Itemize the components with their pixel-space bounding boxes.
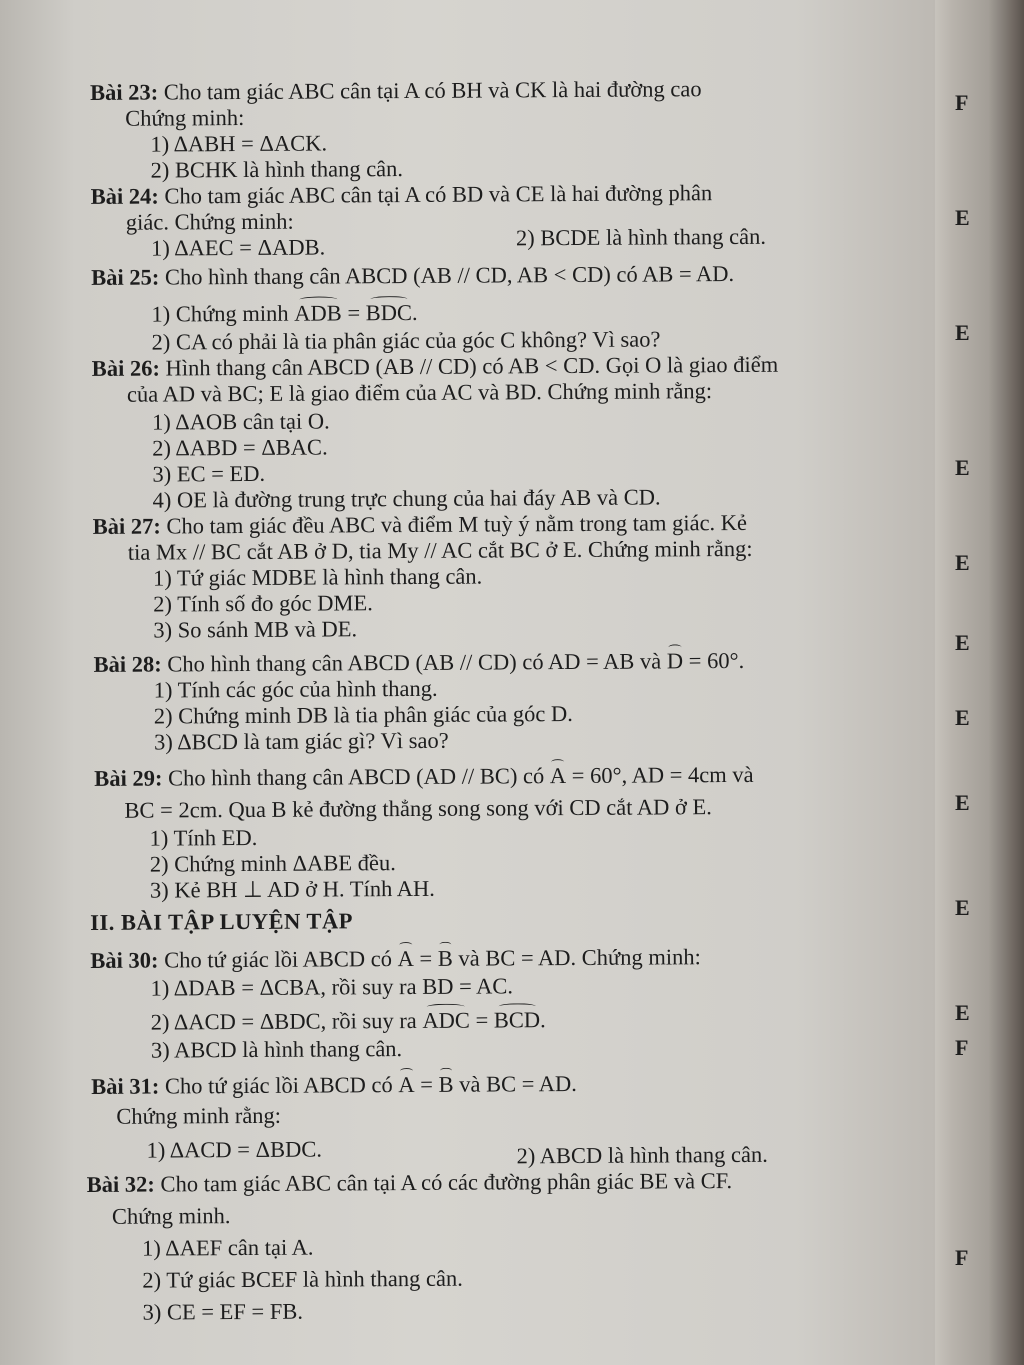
- problem-24-item-2: 2) BCDE là hình thang cân.: [515, 223, 766, 251]
- problem-30-item-3: 3) ABCD là hình thang cân.: [150, 1036, 403, 1063]
- equals-sign: =: [341, 300, 366, 326]
- problem-text: Hình thang cân ABCD (AB // CD) có AB < CD. Gọi O là giao điểm: [159, 351, 779, 381]
- edge-letter: E: [955, 550, 970, 575]
- angle-bcd: BCD: [493, 1007, 541, 1033]
- edge-letter: F: [955, 1035, 969, 1060]
- problem-text: = 60°, AD = 4cm và: [566, 761, 754, 789]
- problem-31-statement: [91, 1071, 577, 1100]
- problem-32-item-3: 3) CE = EF = FB.: [142, 1298, 304, 1325]
- problem-27-statement: [93, 510, 747, 540]
- problem-32-item-1: 1) ΔAEF cân tại A.: [142, 1234, 314, 1261]
- problem-text: và BC = AD.: [453, 1070, 577, 1097]
- problem-29-continuation: BC = 2cm. Qua B kẻ đường thẳng song song với CD cắt AD ở E.: [124, 794, 712, 823]
- problem-label: Bài 26:: [91, 355, 160, 381]
- page-content: [80, 75, 920, 1325]
- angle-a: A: [549, 763, 567, 789]
- problem-31-item-2: 2) ABCD là hình thang cân.: [516, 1141, 768, 1169]
- problem-23-item-2: 2) BCHK là hình thang cân.: [150, 156, 404, 183]
- angle-bdc: BDC: [365, 299, 413, 326]
- problem-25-item-1: [151, 300, 417, 328]
- problem-text: Cho hình thang cân ABCD (AD // BC) có: [162, 763, 550, 791]
- problem-31-item-1: 1) ΔACD = ΔBDC.: [146, 1136, 323, 1163]
- problem-text: Cho tam giác ABC cân tại A có BD và CE là hai đường phân: [158, 180, 713, 209]
- angle-adc: ADC: [422, 1007, 470, 1033]
- section-heading: II. BÀI TẬP LUYỆN TẬP: [90, 908, 354, 935]
- problem-29-item-3: 3) Kẻ BH ⊥ AD ở H. Tính AH.: [149, 875, 435, 903]
- angle-a: A: [397, 945, 414, 972]
- problem-label: Bài 24:: [90, 183, 159, 209]
- problem-text: Cho tứ giác lồi ABCD có: [159, 1072, 399, 1099]
- problem-29-statement: [94, 762, 754, 792]
- problem-23-statement: [90, 76, 702, 106]
- problem-24-statement: [91, 180, 713, 210]
- problem-label: Bài 32:: [86, 1171, 155, 1197]
- edge-letter: E: [955, 895, 970, 920]
- problem-23-item-1: 1) ΔABH = ΔACK.: [150, 130, 328, 157]
- problem-26-item-2: 2) ΔABD = ΔBAC.: [152, 434, 328, 461]
- item-text: 1) Chứng minh: [151, 300, 295, 327]
- item-text: 2) ΔACD = ΔBDC, rồi suy ra: [150, 1007, 423, 1035]
- problem-24-continuation: giác. Chứng minh:: [125, 208, 294, 235]
- problem-label: Bài 25:: [91, 264, 160, 290]
- problem-26-item-3: 3) EC = ED.: [152, 460, 266, 487]
- problem-24-item-1: 1) ΔAEC = ΔADB.: [150, 234, 326, 261]
- problem-text: và BC = AD. Chứng minh:: [452, 944, 701, 971]
- next-page-letters: [955, 0, 985, 1365]
- edge-letter: F: [955, 1245, 969, 1270]
- problem-27-continuation: tia Mx // BC cắt AB ở D, tia My // AC cắt BC ở E. Chứng minh rằng:: [127, 535, 753, 565]
- problem-23-proof-label: Chứng minh:: [125, 104, 245, 131]
- problem-29-item-2: 2) Chứng minh ΔABE đều.: [149, 850, 396, 877]
- edge-letter: E: [955, 705, 970, 730]
- problem-27-item-2: 2) Tính số đo góc DME.: [153, 590, 373, 617]
- problem-text: Cho tam giác ABC cân tại A có BH và CK là hai đường cao: [158, 76, 702, 105]
- problem-label: Bài 29:: [94, 765, 163, 791]
- angle-d: D: [666, 648, 684, 674]
- problem-28-statement: [93, 648, 744, 678]
- problem-26-item-4: 4) OE là đường trung trực chung của hai đáy AB và CD.: [152, 484, 661, 513]
- problem-28-item-2: 2) Chứng minh DB là tia phân giác của góc D.: [153, 701, 573, 729]
- problem-28-item-3: 3) ΔBCD là tam giác gì? Vì sao?: [153, 727, 449, 755]
- problem-30-item-1: 1) ΔDAB = ΔCBA, rồi suy ra BD = AC.: [150, 973, 514, 1001]
- problem-32-proof-label: Chứng minh.: [111, 1203, 231, 1229]
- problem-text: Cho hình thang cân ABCD (AB // CD) có AD = AB và: [161, 648, 667, 677]
- edge-letter: E: [955, 205, 970, 230]
- edge-letter: E: [955, 630, 970, 655]
- problem-text: Cho tam giác đều ABC và điểm M tuỳ ý nằm trong tam giác. Kẻ: [160, 509, 748, 539]
- problem-30-statement: [90, 944, 701, 974]
- problem-27-item-3: 3) So sánh MB và DE.: [153, 616, 358, 643]
- problem-text: Cho tứ giác lồi ABCD có: [158, 946, 398, 973]
- edge-letter: E: [955, 455, 970, 480]
- problem-29-item-1: 1) Tính ED.: [149, 824, 258, 851]
- angle-adb: ADB: [294, 300, 342, 326]
- edge-letter: E: [955, 790, 970, 815]
- angle-b: B: [437, 945, 453, 971]
- problem-text: Cho tam giác ABC cân tại A có các đường phân giác BE và CF.: [154, 1168, 733, 1197]
- item-text: .: [540, 1007, 546, 1033]
- problem-26-item-1: 1) ΔAOB cân tại O.: [152, 408, 330, 435]
- equals-sign: =: [413, 945, 438, 971]
- problem-label: Bài 28:: [93, 651, 162, 677]
- problem-30-item-2: [151, 1007, 546, 1035]
- edge-letter: F: [955, 90, 969, 115]
- problem-text: = 60°.: [683, 647, 745, 674]
- problem-label: Bài 23:: [89, 79, 159, 105]
- equals-sign: =: [469, 1007, 494, 1033]
- angle-a: A: [398, 1071, 415, 1098]
- problem-label: Bài 27:: [92, 513, 161, 539]
- item-text: .: [411, 299, 418, 325]
- problem-text: Cho hình thang cân ABCD (AB // CD, AB < CD) có AB = AD.: [159, 261, 735, 290]
- problem-27-item-1: 1) Tứ giác MDBE là hình thang cân.: [152, 563, 483, 591]
- problem-label: Bài 30:: [90, 947, 159, 973]
- angle-b: B: [438, 1071, 454, 1097]
- problem-label: Bài 31:: [91, 1073, 160, 1099]
- problem-28-item-1: 1) Tính các góc của hình thang.: [153, 675, 438, 703]
- problem-25-statement: [91, 261, 734, 291]
- equals-sign: =: [414, 1071, 439, 1097]
- edge-letter: E: [955, 1000, 970, 1025]
- problem-32-statement: [87, 1168, 732, 1198]
- problem-25-item-2: 2) CA có phải là tia phân giác của góc C không? Vì sao?: [151, 326, 661, 355]
- problem-26-continuation: của AD và BC; E là giao điểm của AC và BD. Chứng minh rằng:: [126, 378, 713, 407]
- problem-31-proof-label: Chứng minh rằng:: [116, 1102, 282, 1129]
- edge-letter: E: [955, 320, 970, 345]
- problem-32-item-2: 2) Tứ giác BCEF là hình thang cân.: [142, 1265, 463, 1293]
